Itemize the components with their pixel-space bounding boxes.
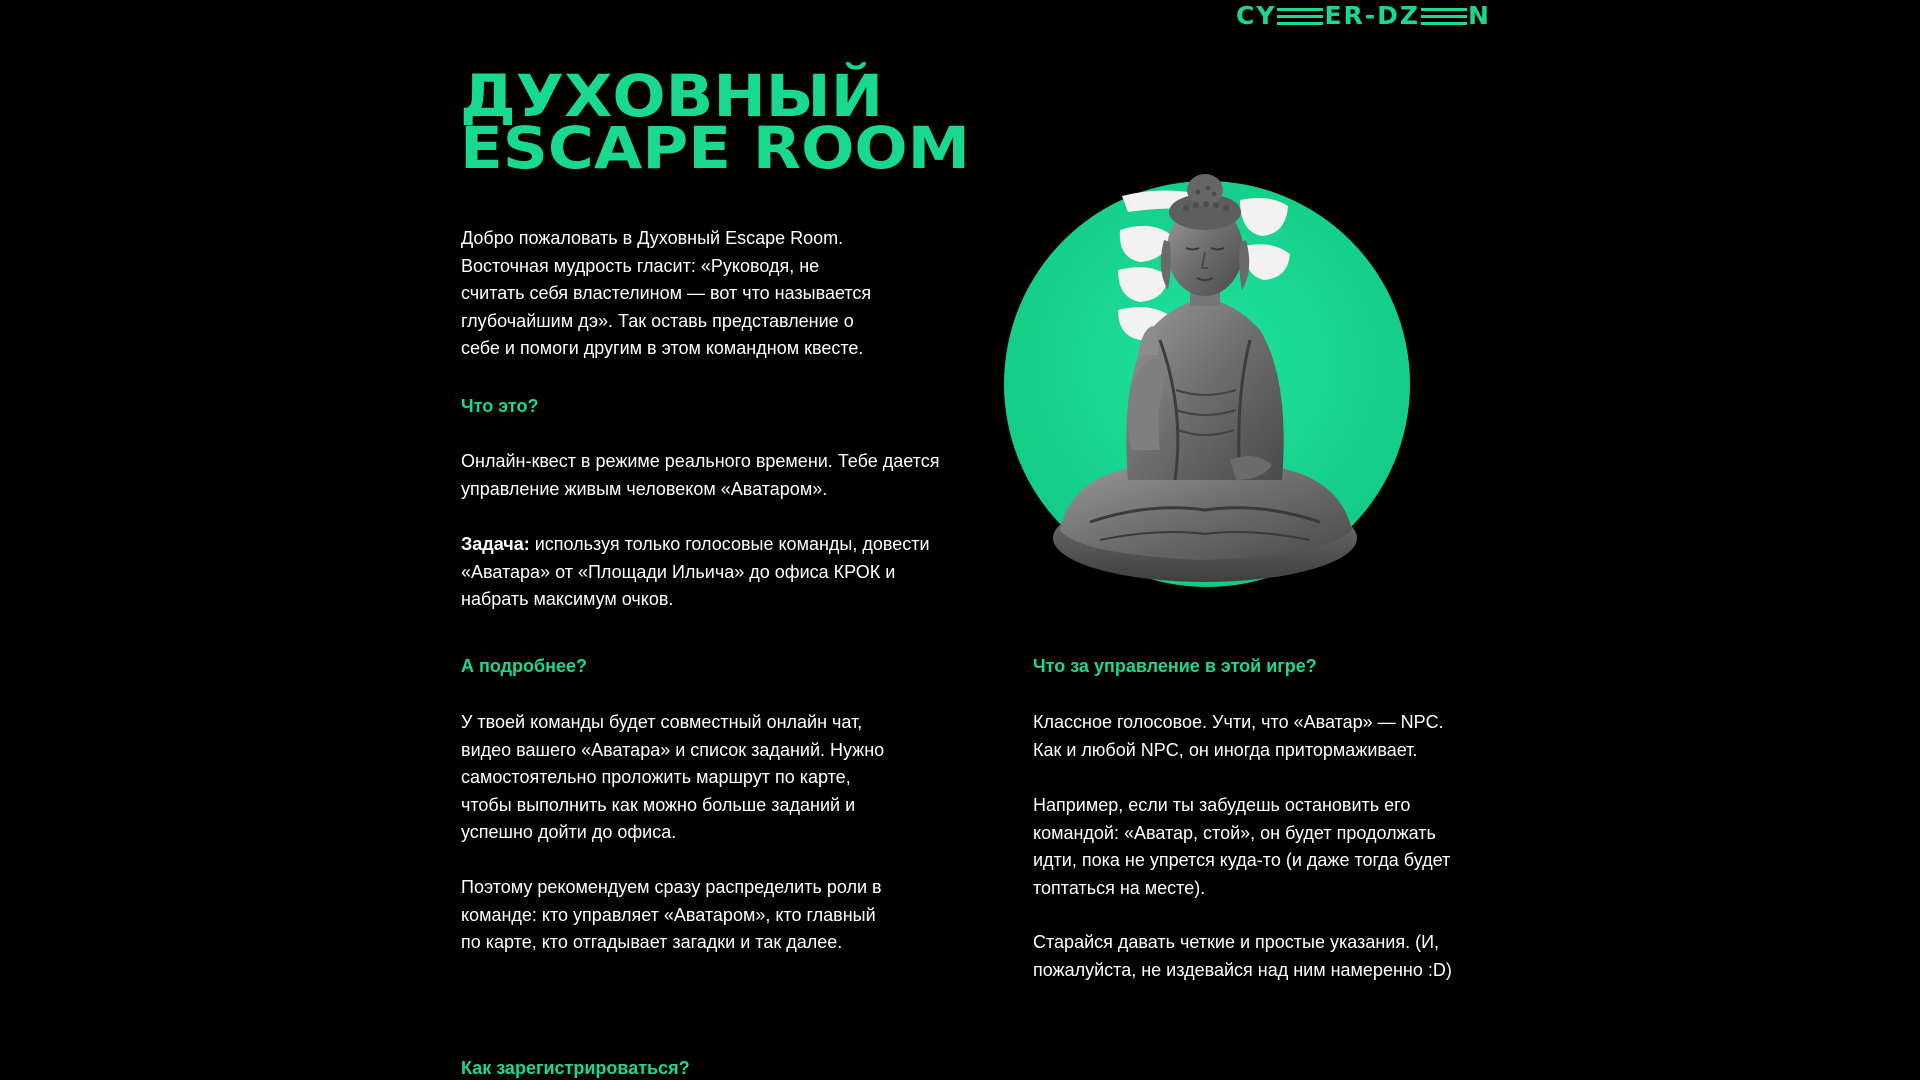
more-line: видео вашего «Аватара» и список заданий. Нужно xyxy=(461,739,885,760)
task-line: используя только голосовые команды, довести xyxy=(529,534,930,554)
controls-line: Как и любой NPC, он иногда притормаживает. xyxy=(1033,739,1418,760)
intro-line: себе и помоги другим в этом командном квесте. xyxy=(461,338,864,358)
task-line: «Аватара» от «Площади Ильича» до офиса КРОК и xyxy=(461,561,896,582)
more-line: успешно дойти до офиса. xyxy=(461,822,677,842)
controls-line: Например, если ты забудешь остановить его xyxy=(1033,795,1411,815)
more-line: чтобы выполнить как можно больше заданий и xyxy=(461,794,856,815)
intro-line: Восточная мудрость гласит: «Руководя, не xyxy=(461,255,820,276)
controls-line: топтаться на месте). xyxy=(1033,877,1206,898)
brand-logo[interactable] xyxy=(1236,2,1543,30)
intro-line: глубочайшим дэ». Так оставь представление о xyxy=(461,310,854,331)
logo-bars-icon xyxy=(1421,8,1467,25)
page-title-line-2: ESCAPE ROOM xyxy=(460,114,970,182)
logo-text-middle: ER-DZ xyxy=(1324,2,1421,30)
section-heading-register: Как зарегистрироваться? xyxy=(461,1058,690,1078)
controls-line: пожалуйста, не издевайся над ним намеренно :D) xyxy=(1033,959,1452,980)
what-paragraph xyxy=(461,448,939,503)
task-line-first xyxy=(461,531,930,559)
section-heading-more: А подробнее? xyxy=(461,656,588,676)
intro-paragraph xyxy=(461,225,871,363)
buddha-statue-icon xyxy=(1000,150,1420,590)
logo-text-end: N xyxy=(1468,2,1491,30)
more-line: У твоей команды будет совместный онлайн чат, xyxy=(461,712,863,732)
intro-line: считать себя властелином — вот что называется xyxy=(461,283,872,303)
task-line: набрать максимум очков. xyxy=(461,589,674,609)
task-paragraph xyxy=(461,531,930,614)
more-paragraph-1 xyxy=(461,709,884,847)
page-title-line-1: ДУХОВНЫЙ xyxy=(460,62,884,130)
more-paragraph-2 xyxy=(461,874,882,957)
controls-paragraph-1 xyxy=(1033,709,1444,764)
controls-paragraph-2 xyxy=(1033,792,1450,902)
section-heading-what: Что это? xyxy=(461,396,539,416)
what-line: Онлайн-квест в режиме реального времени. Тебе дается xyxy=(461,451,940,471)
controls-line: идти, пока не упрется куда-то (и даже тогда будет xyxy=(1033,850,1451,870)
page-title xyxy=(460,62,970,182)
logo-text-start: CY xyxy=(1236,2,1277,30)
more-line: Поэтому рекомендуем сразу распределить роли в xyxy=(461,877,882,897)
controls-line: Классное голосовое. Учти, что «Аватар» — NPC. xyxy=(1033,712,1444,732)
controls-line: Старайся давать четкие и простые указания. (И, xyxy=(1033,932,1440,952)
what-line: управление живым человеком «Аватаром». xyxy=(461,478,828,499)
logo-bars-icon xyxy=(1277,8,1323,25)
task-label: Задача: xyxy=(461,534,530,554)
section-heading-controls: Что за управление в этой игре? xyxy=(1033,656,1317,676)
more-line: по карте, кто отгадывает загадки и так далее. xyxy=(461,932,843,952)
more-line: команде: кто управляет «Аватаром», кто главный xyxy=(461,904,876,925)
more-line: самостоятельно проложить маршрут по карте, xyxy=(461,767,851,787)
intro-line: Добро пожаловать в Духовный Escape Room. xyxy=(461,228,844,248)
controls-paragraph-3 xyxy=(1033,929,1452,984)
controls-line: командой: «Аватар, стой», он будет продолжать xyxy=(1033,822,1436,843)
